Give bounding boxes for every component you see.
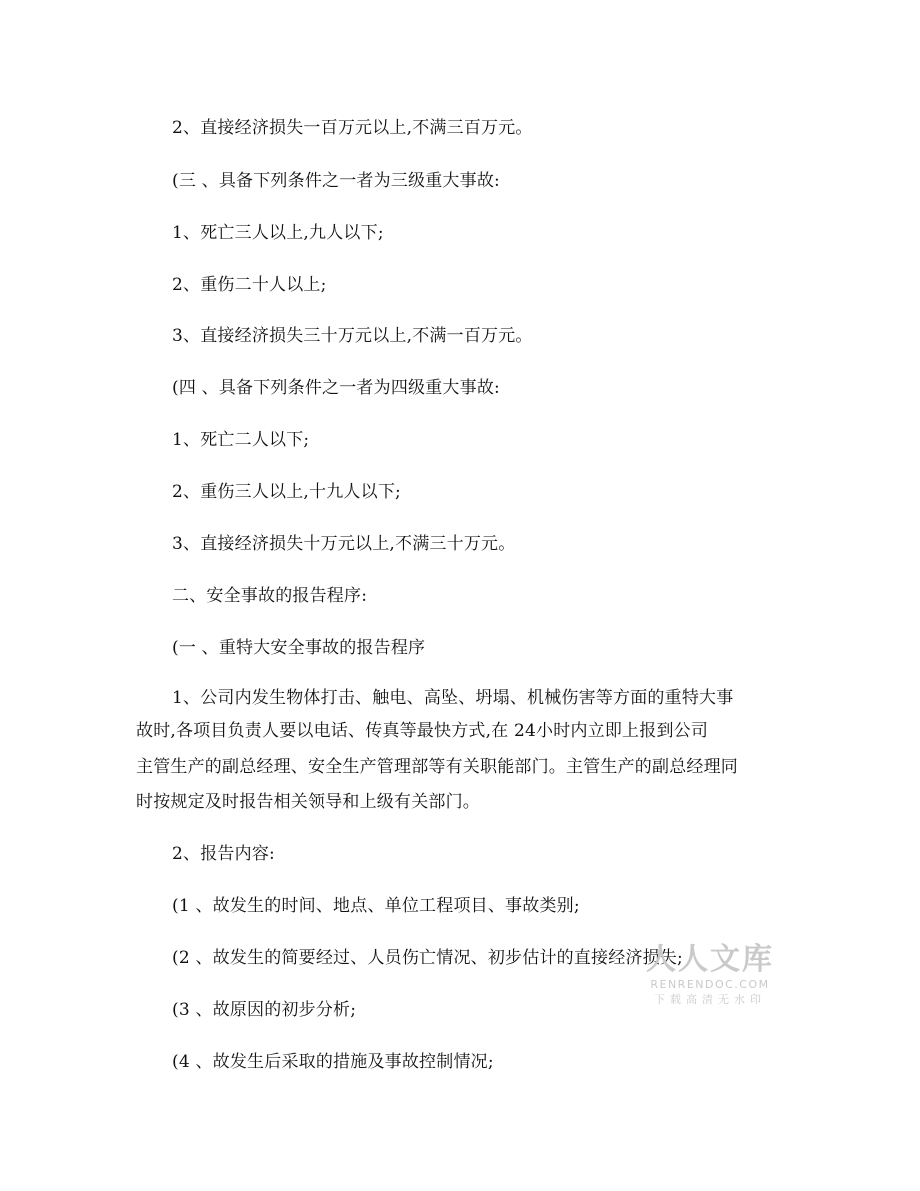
watermark	[640, 942, 780, 1008]
paragraph-line: 1、公司内发生物体打击、触电、高坠、坍塌、机械伤害等方面的重特大事	[172, 688, 734, 708]
section-heading: (一 、重特大安全事故的报告程序	[172, 638, 426, 658]
text-line: 1、死亡二人以下;	[172, 430, 310, 450]
paragraph-line: 主管生产的副总经理、安全生产管理部等有关职能部门。主管生产的副总经理同	[136, 757, 738, 777]
text-line: 2、重伤三人以上,十九人以下;	[172, 482, 401, 502]
section-heading: (三 、具备下列条件之一者为三级重大事故:	[172, 171, 500, 191]
list-item: (4 、故发生后采取的措施及事故控制情况;	[172, 1052, 494, 1072]
list-item: (3 、故原因的初步分析;	[172, 1000, 357, 1020]
text-line: 1、死亡三人以上,九人以下;	[172, 223, 384, 243]
watermark-site: RENRENDOC.COM	[650, 978, 770, 991]
list-item: (1 、故发生的时间、地点、单位工程项目、事故类别;	[172, 896, 580, 916]
text-line: 2、重伤二十人以上;	[172, 275, 327, 295]
paragraph-line: 时按规定及时报告相关领导和上级有关部门。	[136, 792, 480, 812]
text-line: 3、直接经济损失十万元以上,不满三十万元。	[172, 534, 516, 554]
text-line: 3、直接经济损失三十万元以上,不满一百万元。	[172, 326, 533, 346]
section-heading: 二、安全事故的报告程序:	[172, 586, 368, 606]
watermark-title: 人人文库	[646, 942, 774, 977]
text-line: 2、报告内容:	[172, 844, 275, 864]
list-item: (2 、故发生的简要经过、人员伤亡情况、初步估计的直接经济损失;	[172, 948, 683, 968]
paragraph-line: 故时,各项目负责人要以电话、传真等最快方式,在 24小时内立即上报到公司	[136, 721, 709, 741]
section-heading: (四 、具备下列条件之一者为四级重大事故:	[172, 378, 500, 398]
text-line: 2、直接经济损失一百万元以上,不满三百万元。	[172, 118, 533, 138]
watermark-subtitle: 下载高清无水印	[654, 993, 766, 1006]
